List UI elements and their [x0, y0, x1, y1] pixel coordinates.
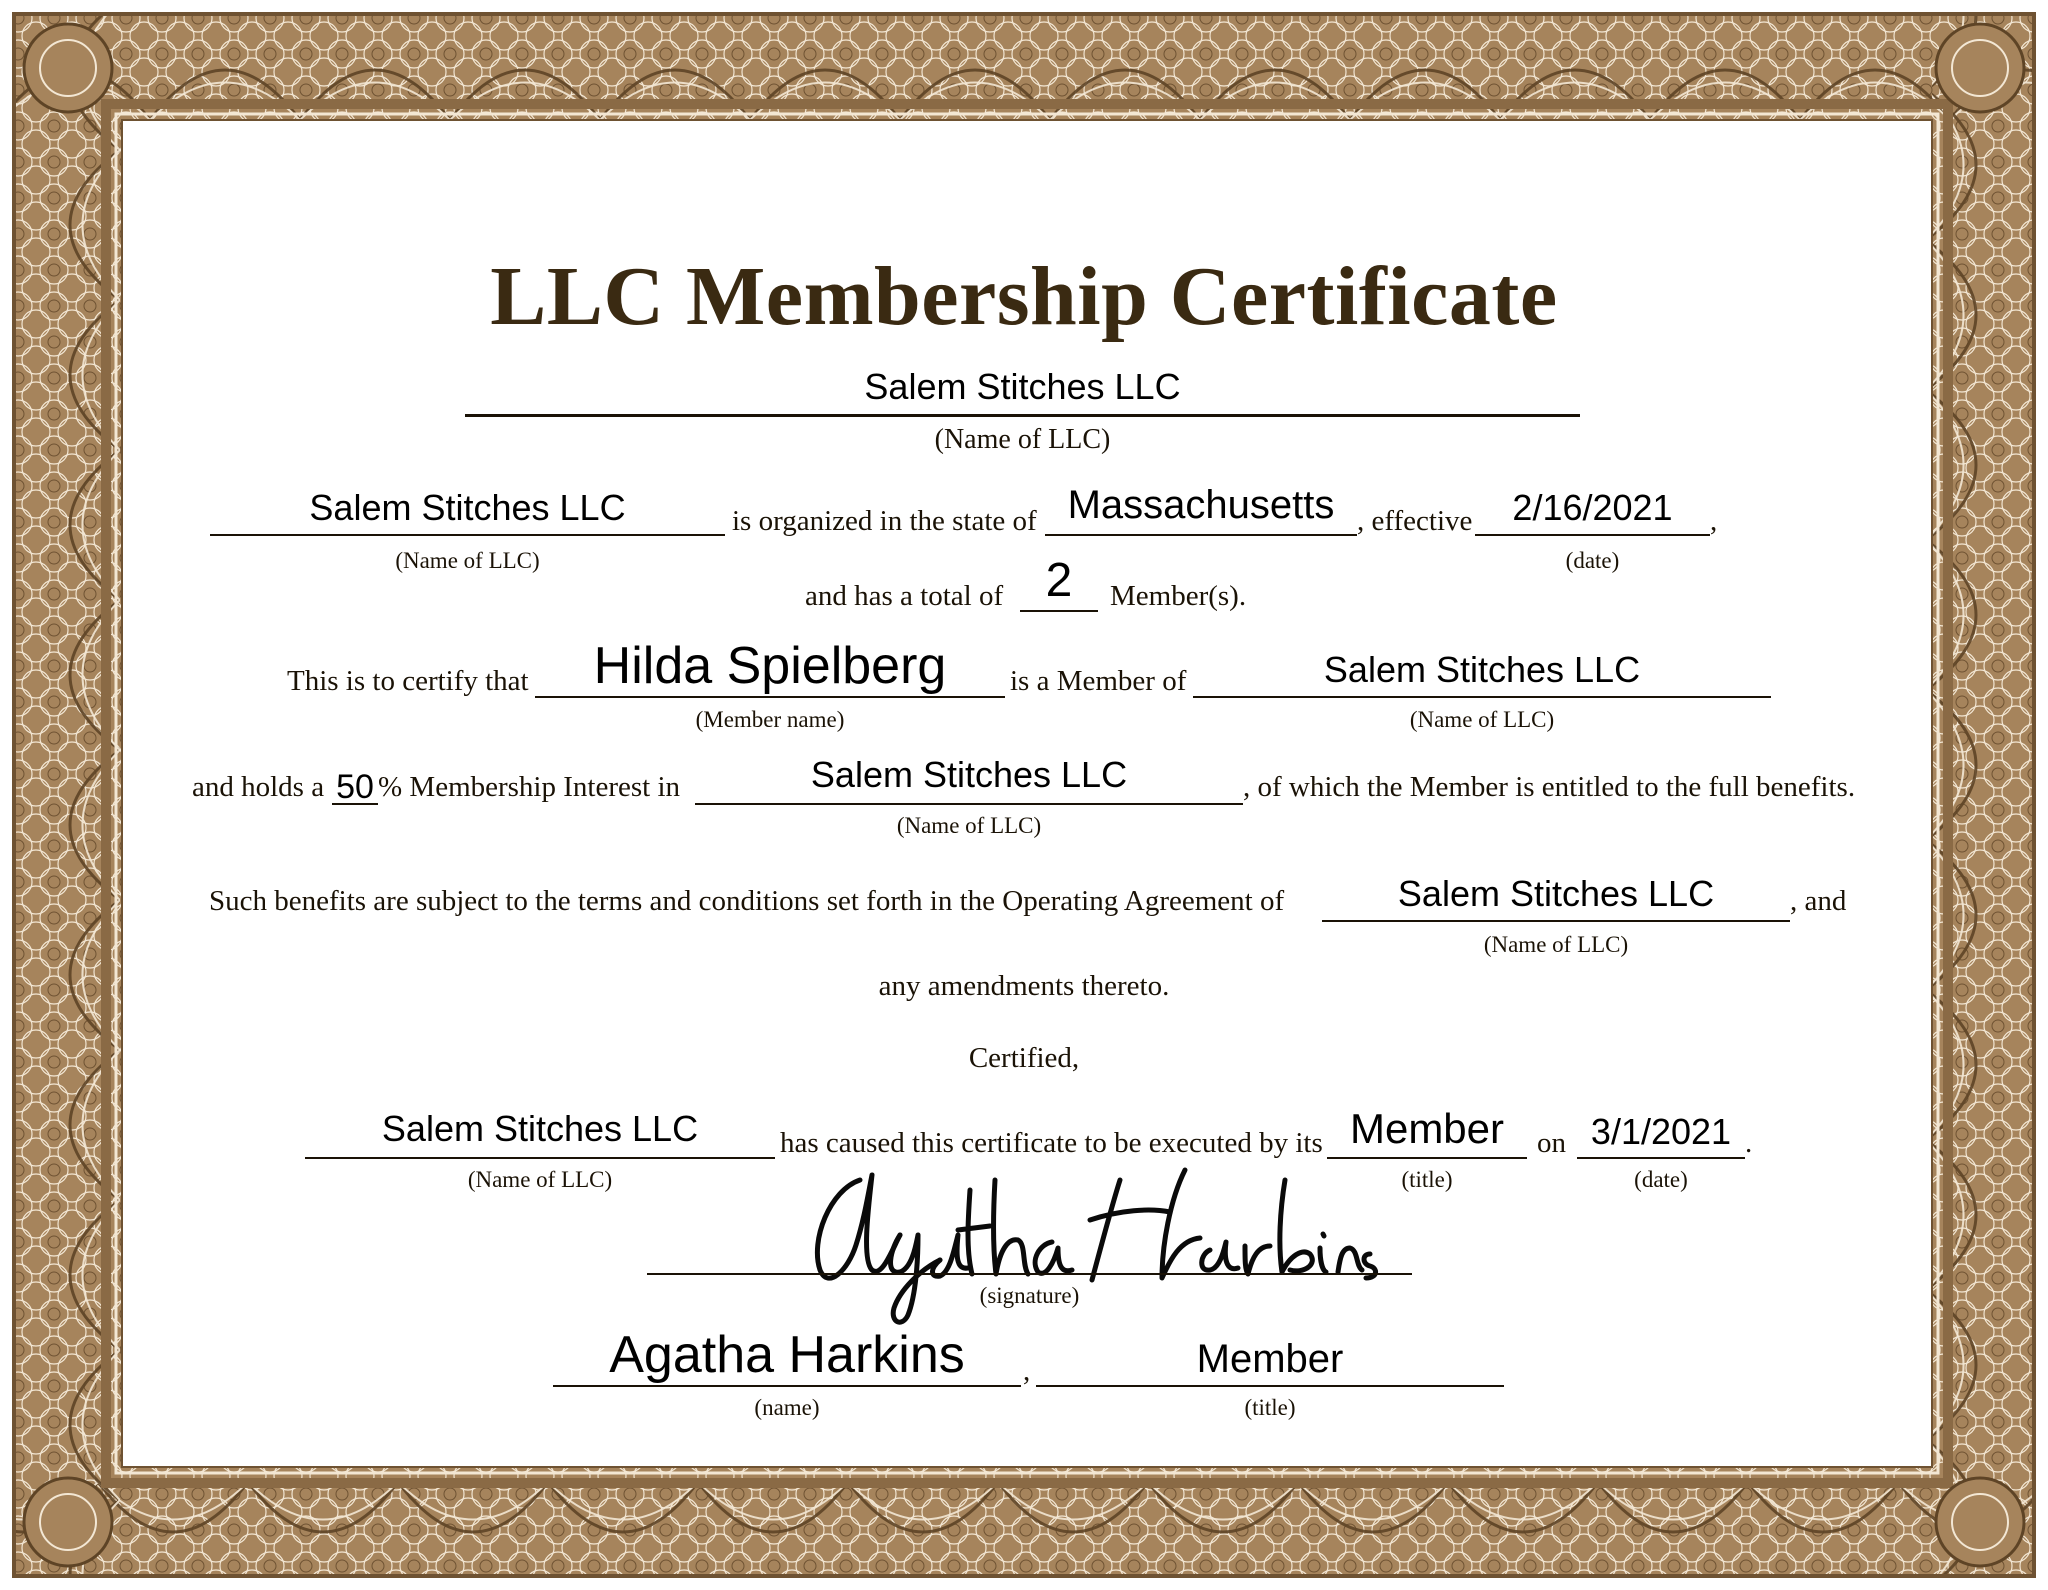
line7-llc-name: Salem Stitches LLC	[381, 1108, 699, 1149]
line3-llc-name: Salem Stitches LLC	[1323, 649, 1641, 690]
executor-title-caption: (title)	[1401, 1167, 1453, 1192]
effective-date-caption: (date)	[1565, 548, 1620, 573]
execution-date-value: 3/1/2021	[1590, 1111, 1732, 1152]
line4-llc-underline	[695, 803, 1243, 805]
line1-llc-caption: (Name of LLC)	[395, 548, 540, 573]
state-value: Massachusetts	[1067, 483, 1335, 527]
member-count-underline	[1020, 610, 1098, 612]
line5-llc-caption: (Name of LLC)	[1483, 932, 1629, 957]
effective-date-underline	[1475, 534, 1710, 536]
line7-text-on: on	[1537, 1127, 1566, 1159]
member-name-value: Hilda Spielberg	[593, 637, 947, 695]
line6-text: any amendments thereto.	[878, 970, 1170, 1002]
signer-name-caption: (name)	[754, 1395, 820, 1420]
effective-date-value: 2/16/2021	[1512, 487, 1673, 528]
signature-caption: (signature)	[979, 1283, 1080, 1308]
line7-text-executed: has caused this certificate to be executed by its	[780, 1127, 1323, 1159]
signer-title-value: Member	[1196, 1337, 1344, 1381]
certified-text: Certified,	[968, 1042, 1080, 1074]
percent-underline	[332, 803, 378, 805]
line5-llc-name: Salem Stitches LLC	[1397, 873, 1715, 914]
line7-llc-underline	[305, 1157, 775, 1159]
signer-name-underline	[553, 1385, 1021, 1387]
line1-text-organized: is organized in the state of	[732, 505, 1037, 537]
line3-text-certify: This is to certify that	[287, 665, 529, 697]
line4-llc-caption: (Name of LLC)	[896, 813, 1042, 838]
certificate-title: LLC Membership Certificate	[490, 250, 1558, 343]
line7-llc-caption: (Name of LLC)	[467, 1167, 613, 1192]
member-name-underline	[535, 696, 1005, 698]
line5-text-subject: Such benefits are subject to the terms and conditions set forth in the Operating Agreement of	[209, 885, 1285, 917]
signature-underline	[647, 1273, 1412, 1275]
percent-value: 50	[336, 768, 374, 806]
signer-name-value: Agatha Harkins	[609, 1326, 965, 1384]
state-underline	[1045, 534, 1357, 536]
line3-llc-underline	[1193, 696, 1771, 698]
signer-title-underline	[1036, 1385, 1504, 1387]
line5-text-and: , and	[1790, 885, 1847, 917]
line7-period: .	[1745, 1127, 1753, 1159]
signer-title-caption: (title)	[1244, 1395, 1296, 1420]
line4-text-benefits: , of which the Member is entitled to the full benefits.	[1243, 771, 1856, 803]
line3-llc-caption: (Name of LLC)	[1409, 707, 1555, 732]
line1-llc-name: Salem Stitches LLC	[309, 487, 626, 528]
signer-comma: ,	[1023, 1355, 1031, 1387]
member-count-value: 2	[1045, 554, 1073, 607]
header-llc-name: Salem Stitches LLC	[864, 366, 1181, 407]
line4-llc-name: Salem Stitches LLC	[810, 754, 1128, 795]
line1-text-effective: , effective	[1357, 505, 1473, 537]
execution-date-caption: (date)	[1634, 1167, 1688, 1192]
line5-llc-underline	[1322, 920, 1790, 922]
member-name-caption: (Member name)	[695, 707, 845, 732]
execution-date-underline	[1577, 1157, 1745, 1159]
line1-comma: ,	[1710, 505, 1718, 537]
line2-text-total: and has a total of	[805, 580, 1004, 612]
header-llc-underline	[465, 414, 1580, 417]
header-llc-caption: (Name of LLC)	[934, 424, 1111, 455]
executor-title-value: Member	[1349, 1105, 1505, 1152]
line1-llc-underline	[210, 534, 725, 536]
line3-text-member-of: is a Member of	[1010, 665, 1187, 697]
line4-text-interest: % Membership Interest in	[378, 771, 681, 803]
line4-text-holds: and holds a	[192, 771, 325, 803]
line2-text-members: Member(s).	[1110, 580, 1247, 612]
